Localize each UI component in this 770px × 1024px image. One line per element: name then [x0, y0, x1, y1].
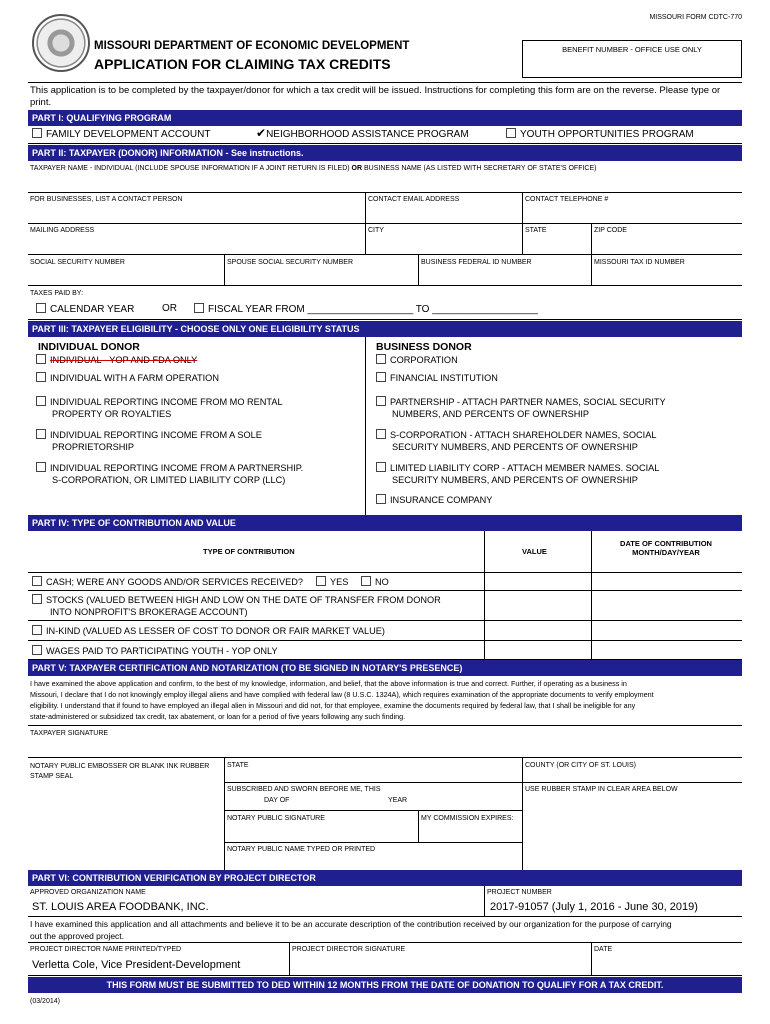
intro-text: This application is to be completed by the taxpayer/donor for which a tax credit will be issued. Instructions for completing this form are on the reverse. Please type or print.: [28, 82, 742, 111]
director-signature-label: PROJECT DIRECTOR SIGNATURE: [292, 946, 406, 953]
mo-tax-id-label: MISSOURI TAX ID NUMBER: [594, 259, 685, 266]
stocks-option[interactable]: STOCKS (VALUED BETWEEN HIGH AND LOW ON THE DATE OF TRANSFER FROM DONOR INTO NONPROFIT'S BROKERAGE ACCOUNT): [32, 594, 441, 618]
part4-heading: PART IV: TYPE OF CONTRIBUTION AND VALUE: [28, 515, 742, 531]
notary-name-label: NOTARY PUBLIC NAME TYPED OR PRINTED: [227, 846, 376, 853]
checkbox[interactable]: [361, 576, 371, 586]
eligibility-insurance[interactable]: INSURANCE COMPANY: [376, 494, 492, 506]
mailing-address-label: MAILING ADDRESS: [30, 227, 95, 234]
ssn-label: SOCIAL SECURITY NUMBER: [30, 259, 125, 266]
fiscal-year-option[interactable]: FISCAL YEAR FROM ___________________ TO ___________________: [194, 303, 538, 315]
individual-donor-heading: INDIVIDUAL DONOR: [38, 341, 140, 353]
director-name-value[interactable]: Verletta Cole, Vice President-Development: [32, 959, 241, 971]
contact-phone-label: CONTACT TELEPHONE #: [525, 196, 609, 203]
director-certification-text: I have examined this application and all attachments and believe it to be an accurate description of the contribution received by our organization for the purpose of carrying out the approved project.: [28, 917, 742, 943]
checkbox[interactable]: [36, 372, 46, 382]
form-page: [28, 10, 742, 1015]
eligibility-individual-partnership[interactable]: INDIVIDUAL REPORTING INCOME FROM A PARTNERSHIP. S-CORPORATION, OR LIMITED LIABILITY CORP (LLC): [36, 462, 303, 486]
part1-heading: PART I: QUALIFYING PROGRAM: [28, 110, 742, 126]
benefit-number-field[interactable]: [522, 40, 742, 78]
eligibility-partnership[interactable]: PARTNERSHIP - ATTACH PARTNER NAMES, SOCIAL SECURITY NUMBERS, AND PERCENTS OF OWNERSHIP: [376, 396, 666, 420]
department-name: MISSOURI DEPARTMENT OF ECONOMIC DEVELOPMENT: [94, 40, 410, 52]
checkbox[interactable]: [32, 594, 42, 604]
wages-row: [28, 641, 742, 660]
state-label: STATE: [525, 227, 547, 234]
taxes-paid-label: TAXES PAID BY:: [30, 290, 84, 297]
cash-row: [28, 573, 742, 591]
program-options: [28, 126, 742, 144]
type-column-header: TYPE OF CONTRIBUTION: [203, 547, 295, 556]
fein-label: BUSINESS FEDERAL ID NUMBER: [421, 259, 532, 266]
contact-person-label: FOR BUSINESSES, LIST A CONTACT PERSON: [30, 196, 183, 203]
notary-seal-label: NOTARY PUBLIC EMBOSSER OR BLANK INK RUBBER STAMP SEAL: [30, 763, 210, 780]
checkbox[interactable]: [376, 372, 386, 382]
zip-label: ZIP CODE: [594, 227, 627, 234]
wages-option[interactable]: WAGES PAID TO PARTICIPATING YOUTH - YOP ONLY: [32, 645, 278, 657]
business-donor-heading: BUSINESS DONOR: [376, 341, 472, 353]
checkbox[interactable]: [376, 494, 386, 504]
commission-expires-label: MY COMMISSION EXPIRES:: [421, 815, 514, 822]
project-number-value[interactable]: 2017-91057 (July 1, 2016 - June 30, 2019): [490, 901, 698, 913]
director-row: [28, 943, 742, 976]
year-label: YEAR: [388, 797, 408, 804]
contribution-header-row: [28, 531, 742, 573]
eligibility-s-corporation[interactable]: S-CORPORATION - ATTACH SHAREHOLDER NAMES, SOCIAL SECURITY NUMBERS, AND PERCENTS OF OWNERSHIP: [376, 429, 656, 453]
certification-text: I have examined the above application and confirm, to the best of my knowledge, information, and belief, that the above information is true and correct. Further, if operating as a business in Missouri, I declare that I do not knowingly employ illegal aliens and have complied with federal law (8 U.S.C. 1324A), which requires examination of the appropriate documents to verify employment eligibility. I understand that if found to have employed an illegal alien in Missouri and did not, for that employee, examine the documents required by federal law, that I shall be ineligible for any state-administered or subsidized tax credit, tax abatement, or loan for a period of five years following any such finding.: [28, 676, 742, 726]
eligibility-section: [28, 337, 742, 523]
checkbox[interactable]: [36, 462, 46, 472]
option-family-development[interactable]: FAMILY DEVELOPMENT ACCOUNT: [32, 128, 210, 140]
eligibility-corporation[interactable]: CORPORATION: [376, 354, 458, 366]
option-youth-opportunities[interactable]: YOUTH OPPORTUNITIES PROGRAM: [506, 128, 694, 140]
calendar-year-option[interactable]: CALENDAR YEAR: [36, 303, 134, 315]
checkbox[interactable]: [36, 354, 46, 364]
missouri-state-seal-icon: [32, 14, 90, 72]
subscribed-label: SUBSCRIBED AND SWORN BEFORE ME, THIS: [227, 786, 381, 793]
taxes-paid-row: [28, 286, 742, 320]
part3-heading: PART III: TAXPAYER ELIGIBILITY - CHOOSE ONLY ONE ELIGIBILITY STATUS: [28, 321, 742, 337]
director-date-label: DATE: [594, 946, 613, 953]
eligibility-individual-yop-fda[interactable]: INDIVIDUAL - YOP AND FDA ONLY: [36, 354, 197, 366]
footer-notice: THIS FORM MUST BE SUBMITTED TO DED WITHIN 12 MONTHS FROM THE DATE OF DONATION TO QUALIFY FOR A TAX CREDIT.: [28, 977, 742, 993]
checkbox[interactable]: [32, 625, 42, 635]
checkbox[interactable]: [376, 396, 386, 406]
option-neighborhood-assistance[interactable]: ✔NEIGHBORHOOD ASSISTANCE PROGRAM: [256, 126, 469, 140]
city-label: CITY: [368, 227, 384, 234]
cash-no-option[interactable]: NO: [361, 576, 389, 588]
notary-county-label: COUNTY (OR CITY OF ST. LOUIS): [525, 762, 636, 769]
date-column-header: DATE OF CONTRIBUTION MONTH/DAY/YEAR: [620, 539, 712, 557]
organization-row: [28, 886, 742, 917]
director-name-label: PROJECT DIRECTOR NAME PRINTED/TYPED: [30, 946, 182, 953]
checkbox[interactable]: [376, 462, 386, 472]
check-mark-icon[interactable]: ✔: [256, 126, 267, 140]
checkbox[interactable]: [316, 576, 326, 586]
rubber-stamp-label: USE RUBBER STAMP IN CLEAR AREA BELOW: [525, 786, 678, 793]
part2-heading: PART II: TAXPAYER (DONOR) INFORMATION - See instructions.: [28, 145, 742, 161]
eligibility-individual-sole-prop[interactable]: INDIVIDUAL REPORTING INCOME FROM A SOLE PROPRIETORSHIP: [36, 429, 262, 453]
spouse-ssn-label: SPOUSE SOCIAL SECURITY NUMBER: [227, 259, 354, 266]
tax-id-row: [28, 255, 742, 286]
stocks-row: [28, 591, 742, 621]
eligibility-individual-rental[interactable]: INDIVIDUAL REPORTING INCOME FROM MO RENTAL PROPERTY OR ROYALTIES: [36, 396, 283, 420]
or-text: OR: [162, 303, 177, 314]
checkbox[interactable]: [32, 128, 42, 138]
eligibility-llc[interactable]: LIMITED LIABILITY CORP - ATTACH MEMBER NAMES. SOCIAL SECURITY NUMBERS, AND PERCENTS OF OWNERSHIP: [376, 462, 659, 486]
checkbox[interactable]: [32, 576, 42, 586]
value-column-header: VALUE: [522, 547, 547, 556]
eligibility-financial-institution[interactable]: FINANCIAL INSTITUTION: [376, 372, 498, 384]
taxpayer-name-field[interactable]: TAXPAYER NAME - INDIVIDUAL (INCLUDE SPOUSE INFORMATION IF A JOINT RETURN IS FILED) OR BUSINESS NAME (AS LISTED WITH SECRETARY OF STATE'S OFFICE): [28, 161, 742, 193]
notary-section: [28, 758, 742, 878]
checkbox[interactable]: [194, 303, 204, 313]
org-name-value[interactable]: ST. LOUIS AREA FOODBANK, INC.: [32, 901, 209, 913]
cash-option[interactable]: CASH; WERE ANY GOODS AND/OR SERVICES RECEIVED?: [32, 576, 303, 588]
benefit-number-label: BENEFIT NUMBER - OFFICE USE ONLY: [562, 45, 702, 54]
revision-date: (03/2014): [30, 998, 60, 1005]
inkind-option[interactable]: IN-KIND (VALUED AS LESSER OF COST TO DONOR OR FAIR MARKET VALUE): [32, 625, 385, 637]
checkbox[interactable]: [376, 354, 386, 364]
inkind-row: [28, 621, 742, 641]
cash-yes-option[interactable]: YES: [316, 576, 348, 588]
checkbox[interactable]: [376, 429, 386, 439]
form-number: MISSOURI FORM CDTC-770: [649, 14, 742, 21]
taxpayer-signature-field[interactable]: TAXPAYER SIGNATURE: [28, 726, 742, 758]
eligibility-individual-farm[interactable]: INDIVIDUAL WITH A FARM OPERATION: [36, 372, 219, 384]
org-name-label: APPROVED ORGANIZATION NAME: [30, 889, 146, 896]
part6-heading: PART VI: CONTRIBUTION VERIFICATION BY PROJECT DIRECTOR: [28, 870, 742, 886]
form-title: APPLICATION FOR CLAIMING TAX CREDITS: [94, 56, 391, 72]
notary-signature-label: NOTARY PUBLIC SIGNATURE: [227, 815, 325, 822]
checkbox[interactable]: [36, 396, 46, 406]
contact-email-label: CONTACT EMAIL ADDRESS: [368, 196, 460, 203]
checkbox[interactable]: [36, 429, 46, 439]
address-row: [28, 224, 742, 255]
part5-heading: PART V: TAXPAYER CERTIFICATION AND NOTARIZATION (TO BE SIGNED IN NOTARY'S PRESENCE): [28, 660, 742, 676]
checkbox[interactable]: [36, 303, 46, 313]
day-of-label: DAY OF: [264, 797, 290, 804]
checkbox[interactable]: [32, 645, 42, 655]
notary-state-label: STATE: [227, 762, 249, 769]
checkbox[interactable]: [506, 128, 516, 138]
project-number-label: PROJECT NUMBER: [487, 889, 552, 896]
contact-row: [28, 193, 742, 224]
